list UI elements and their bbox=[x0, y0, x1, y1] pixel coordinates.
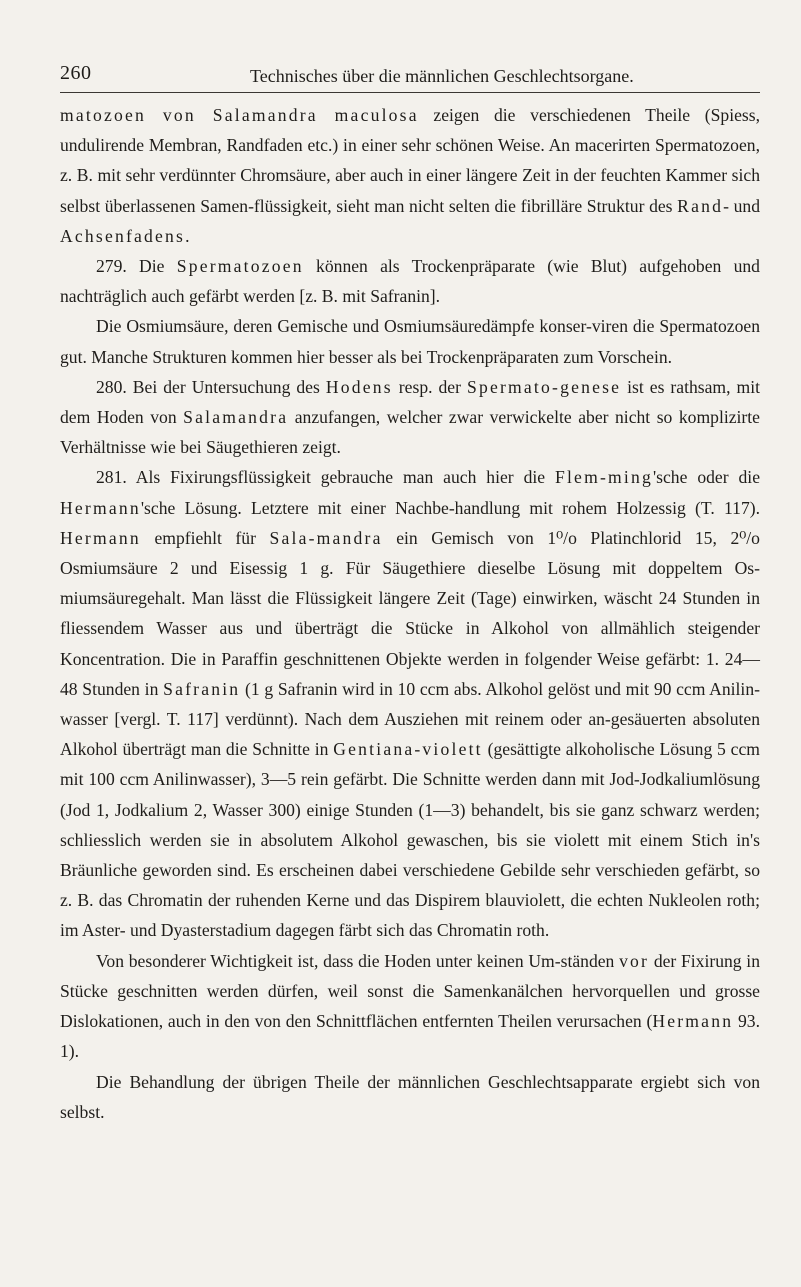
text-run: - und bbox=[723, 195, 760, 216]
text-run: Die Behandlung der übrigen Theile der männlichen Geschlechtsapparate ergiebt sich von selbst. bbox=[60, 1071, 760, 1122]
text-run: empfiehlt für bbox=[140, 527, 270, 548]
page-number: 260 bbox=[60, 62, 92, 84]
spaced-term: Sala-mandra bbox=[269, 527, 383, 548]
paragraph-continuation bbox=[60, 100, 760, 251]
spaced-term: Achsenfadens bbox=[60, 225, 186, 246]
paragraph-280 bbox=[60, 372, 760, 463]
spaced-term: Hermann bbox=[60, 497, 141, 518]
text-run: . bbox=[185, 225, 190, 246]
spaced-term: Spermato-genese bbox=[466, 376, 622, 397]
running-title: Technisches über die männlichen Geschlechtsorgane. bbox=[250, 66, 634, 86]
text-run: Von besonderer Wichtigkeit ist, dass die Hoden unter keinen Um-ständen bbox=[96, 950, 620, 971]
text-run: zeigen die verschiedenen Theile (Spiess, undulirende Membran, Randfaden etc.) in einer sehr schönen Weise. An macerirten Spermatozoen, z. B. mit sehr verdünnter Chromsäure, aber auch in einer längere Zeit in der feuchten Kammer sich selbst überlassenen Samen-flüssigkeit, sieht man nicht selten die fibrilläre Struktur des bbox=[60, 105, 760, 216]
text-run: ein Gemisch von 1⁰/o Platinchlorid 15, 2⁰/o Osmiumsäure 2 und Eisessig 1 g. Für Säugethiere dieselbe Lösung mit doppeltem Os-miumsäuregehalt. Man lässt die Flüssigkeit längere Zeit (Tage) einwirken, wäscht 24 Stunden in fliessendem Wasser aus und überträgt die Stücke in Alkohol von allmählich steigender Koncentration. Die in Paraffin geschnittenen Objekte werden in folgender Weise gefärbt: 1. 24—48 Stunden in bbox=[60, 527, 760, 699]
text-run: (gesättigte alkoholische Lösung 5 ccm mit 100 ccm Anilinwasser), 3—5 rein gefärbt. Die Schnitte werden dann mit Jod-Jodkaliumlösung (Jod 1, Jodkalium 2, Wasser 300) einige Stunden (1—3) behandelt, bis sie ganz schwarz werden; schliesslich werden sie in absolutem Alkohol gewaschen, bis sie violett mit einem Stich in's Bräunliche geworden sind. Es erscheinen dabei verschiedene Gebilde sehr verschieden gefärbt, so z. B. das Chromatin der ruhenden Kerne und das Dispirem blauviolett, die echten Nukleolen roth; im Aster- und Dyasterstadium dagegen färbt sich das Chromatin roth. bbox=[60, 739, 760, 941]
paragraph-279 bbox=[60, 251, 760, 311]
text-run: Die Osmiumsäure, deren Gemische und Osmiumsäuredämpfe konser-viren die Spermatozoen gut. Manche Strukturen kommen hier besser als bei Trockenpräparaten zum Vorschein. bbox=[60, 316, 760, 367]
paragraph-closing bbox=[60, 1067, 760, 1127]
page-header bbox=[60, 62, 760, 93]
spaced-term: Salamandra maculosa bbox=[212, 105, 419, 125]
text-run: resp. der bbox=[392, 376, 467, 397]
text-run: 281. Als Fixirungsflüssigkeit gebrauche man auch hier die bbox=[96, 467, 555, 488]
spaced-term: Hodens bbox=[325, 376, 393, 397]
text-run: 'sche Lösung. Letztere mit einer Nachbe-handlung mit rohem Holzessig (T. 117). bbox=[140, 497, 760, 518]
text-run: 'sche oder die bbox=[652, 467, 761, 488]
body-text bbox=[60, 100, 760, 1127]
spaced-term: Hermann bbox=[60, 527, 141, 548]
text-run: 93. 1). bbox=[60, 1011, 760, 1062]
text-run: können als Trockenpräparate (wie Blut) aufgehoben und nachträglich auch gefärbt werden [z. B. mit Safranin]. bbox=[60, 256, 760, 307]
spaced-term: Hermann bbox=[652, 1011, 734, 1032]
spaced-term: Salamandra bbox=[183, 407, 289, 428]
text-run: (1 g Safranin wird in 10 ccm abs. Alkohol gelöst und mit 90 ccm Anilin-wasser [vergl. T. 117] verdünnt). Nach dem Ausziehen mit reinem oder an-gesäuerten absoluten Alkohol überträgt man die Schnitte in bbox=[60, 678, 760, 760]
spaced-term: Safranin bbox=[163, 678, 241, 699]
paragraph-importance bbox=[60, 946, 760, 1067]
paragraph-281 bbox=[60, 462, 760, 945]
text-run: der Fixirung in Stücke geschnitten werden dürfen, weil sonst die Samenkanälchen hervorquellen und grosse Dislokationen, auch in den von den Schnittflächen entfernten Theilen verursachen ( bbox=[60, 950, 760, 1032]
text-run: ist es rathsam, mit dem Hoden von bbox=[60, 376, 760, 428]
spaced-term: matozoen von bbox=[60, 105, 213, 125]
text-run: anzufangen, welcher zwar verwickelte aber nicht so komplizirte Verhältnisse wie bei Säugethieren zeigt. bbox=[60, 407, 760, 458]
paragraph-osmium bbox=[60, 311, 760, 371]
spaced-term: Spermatozoen bbox=[176, 256, 304, 277]
text-run: 280. Bei der Untersuchung des bbox=[96, 376, 326, 397]
text-run: 279. Die bbox=[96, 256, 177, 277]
spaced-term: Flem-ming bbox=[554, 467, 653, 488]
spaced-term: Rand bbox=[677, 195, 724, 216]
spaced-term: vor bbox=[619, 950, 650, 971]
spaced-term: Gentiana-violett bbox=[333, 739, 483, 760]
